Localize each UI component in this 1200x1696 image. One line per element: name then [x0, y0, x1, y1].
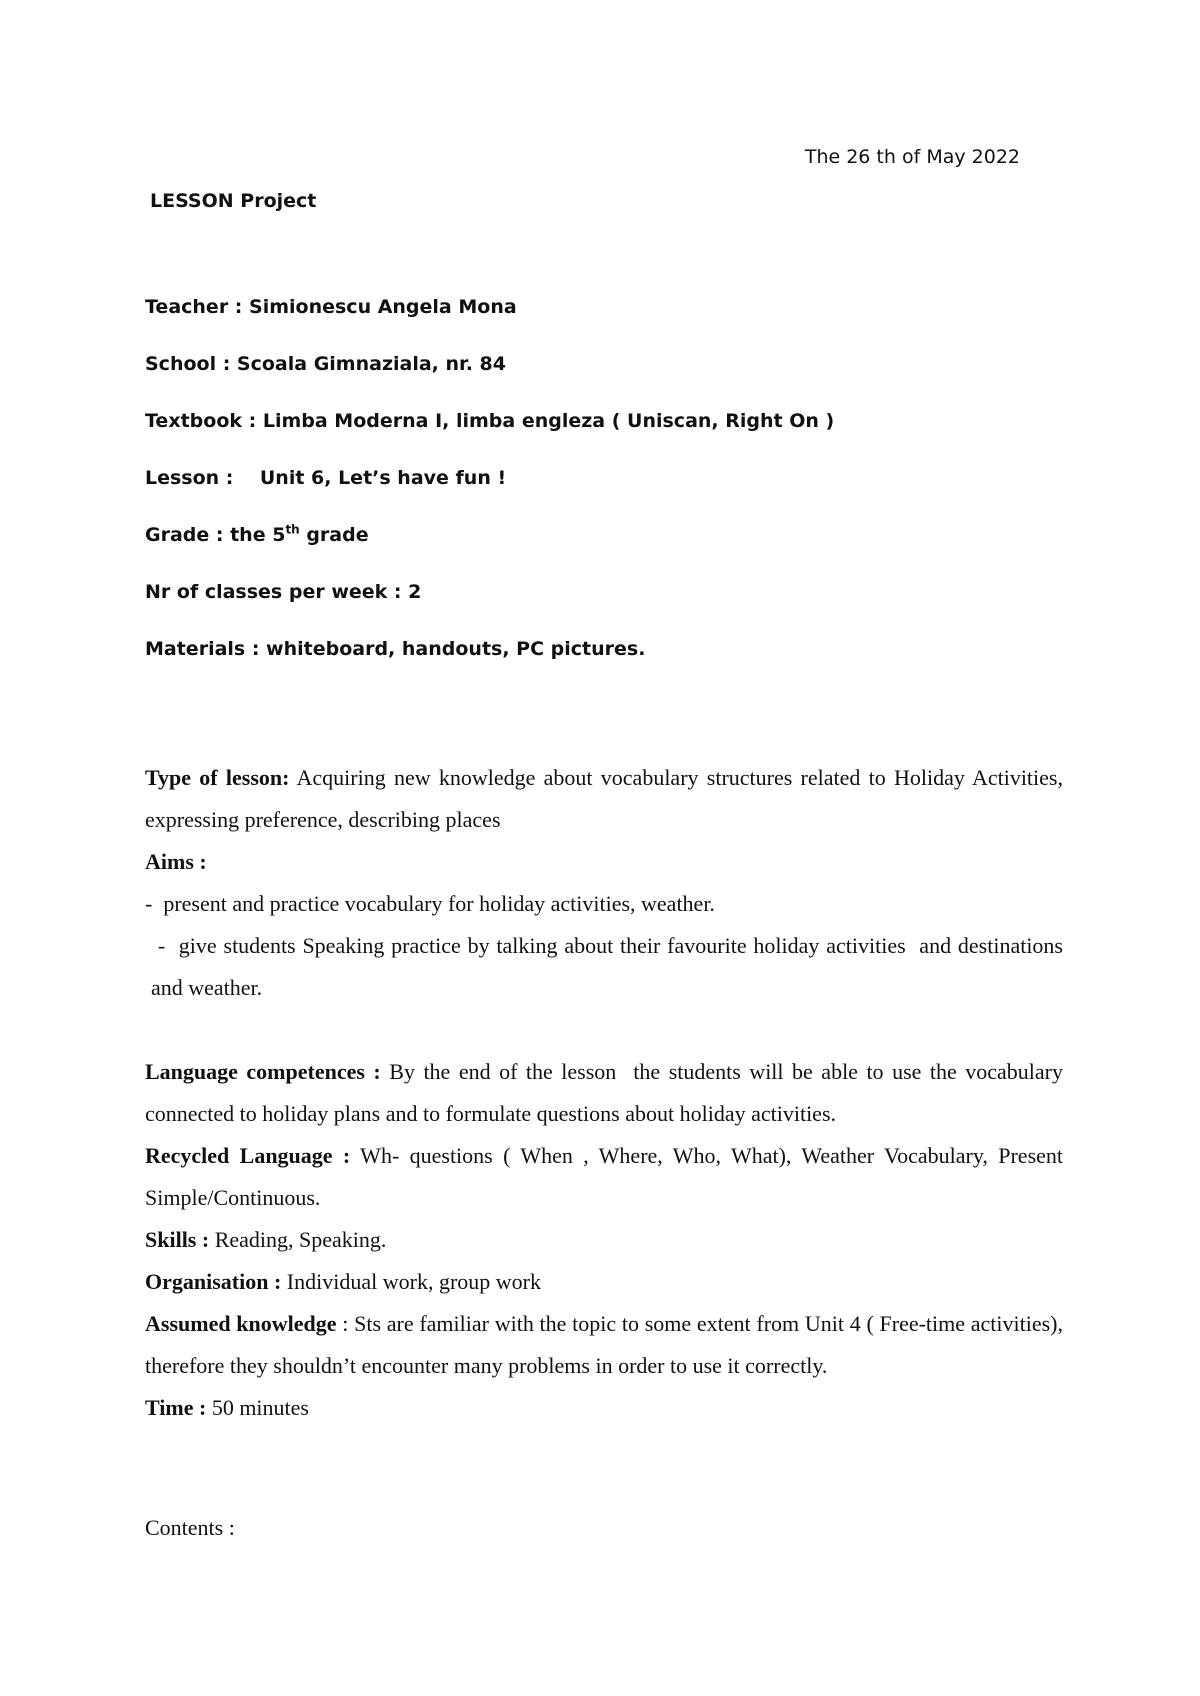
grade-superscript: th [285, 522, 300, 537]
contents-heading: Contents : [145, 1515, 235, 1540]
grade-prefix: Grade : the 5 [145, 524, 286, 546]
aim-item-1: - present and practice vocabulary for holiday activities, weather. [145, 891, 715, 916]
grade-suffix: grade [299, 524, 369, 546]
grade-line [145, 524, 369, 546]
textbook-line: Textbook : Limba Moderna I, limba engleza ( Uniscan, Right On ) [145, 410, 835, 432]
type-of-lesson-text: Acquiring new knowledge about vocabulary structures related to Holiday Activities, expressing preference, describing places [145, 765, 1063, 832]
time-label: Time : [145, 1395, 207, 1420]
skills-paragraph [145, 1219, 1063, 1261]
lesson-body [145, 757, 1069, 1429]
classes-line: Nr of classes per week : 2 [145, 581, 422, 603]
type-of-lesson-paragraph [145, 757, 1063, 841]
time-text: 50 minutes [206, 1395, 309, 1420]
organisation-paragraph [145, 1261, 1063, 1303]
type-of-lesson-label: Type of lesson: [145, 765, 290, 790]
skills-label: Skills : [145, 1227, 210, 1252]
organisation-text: Individual work, group work [281, 1269, 541, 1294]
aims-heading [145, 841, 1063, 883]
organisation-label: Organisation : [145, 1269, 282, 1294]
document-date: The 26 th of May 2022 [804, 146, 1020, 168]
language-competences-paragraph [145, 1051, 1069, 1135]
language-competences-text: By the end of the lesson the students will be able to use the vocabulary connected to holiday plans and to formulate questions about holiday activities. [145, 1059, 1069, 1126]
recycled-language-text: Wh- questions ( When , Where, Who, What), Weather Vocabulary, Present Simple/Continuous. [145, 1143, 1064, 1210]
language-competences-label: Language competences : [145, 1059, 381, 1084]
lesson-line: Lesson : Unit 6, Let’s have fun ! [145, 467, 507, 489]
aims-label: Aims : [145, 849, 207, 874]
materials-line: Materials : whiteboard, handouts, PC pictures. [145, 638, 646, 660]
time-paragraph [145, 1387, 1063, 1429]
recycled-language-label: Recycled Language : [145, 1143, 351, 1168]
assumed-knowledge-text: : Sts are familiar with the topic to some extent from Unit 4 ( Free-time activities), therefore they shouldn’t encounter many problems in order to use it correctly. [145, 1311, 1063, 1378]
aim-item-2: - give students Speaking practice by talking about their favourite holiday activities and destinations and weather. [151, 933, 1069, 1000]
recycled-language-paragraph [145, 1135, 1063, 1219]
teacher-line: Teacher : Simionescu Angela Mona [145, 296, 517, 318]
document-title: LESSON Project [150, 190, 317, 212]
school-line: School : Scoala Gimnaziala, nr. 84 [145, 353, 506, 375]
skills-text: Reading, Speaking. [209, 1227, 387, 1252]
paragraph-gap [145, 1009, 1063, 1051]
assumed-knowledge-label: Assumed knowledge [145, 1311, 337, 1336]
assumed-knowledge-paragraph [145, 1303, 1063, 1387]
